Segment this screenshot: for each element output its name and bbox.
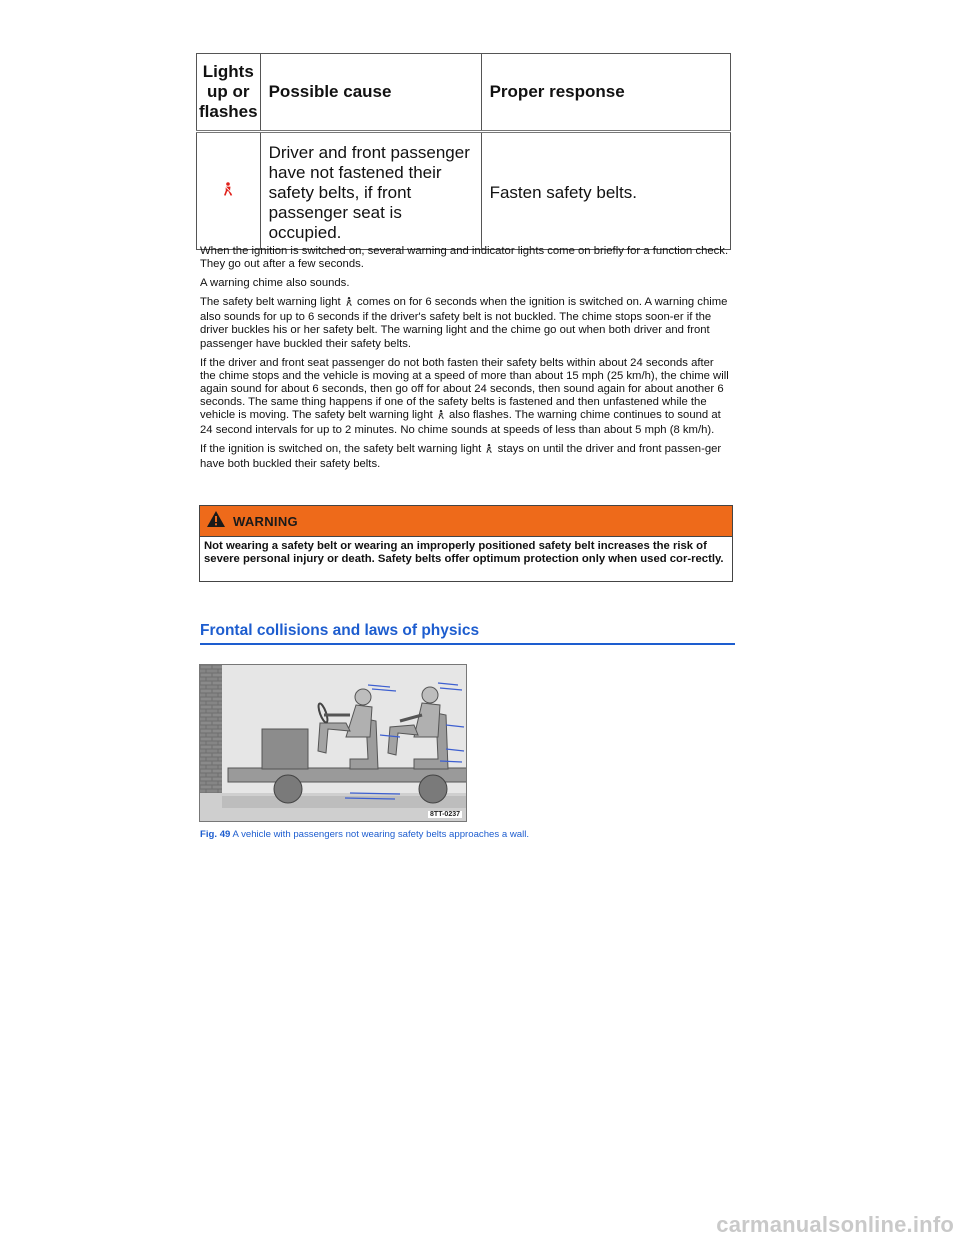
table-header-row [197, 54, 731, 132]
figure-caption-text: A vehicle with passengers not wearing safety belts approaches a wall. [232, 829, 530, 840]
header-lights: Lights up or flashes [197, 54, 261, 132]
paragraph-text: If the driver and front seat passenger do not both fasten their safety belts within about 24 seconds after the chime stops and the vehicle is moving at a speed of more than about 15 mph (25 km/h), the chime will again sound for about 6 seconds, then go off for about 24 seconds, then sound again for about another 6 seconds. The same thing happens if one of the safety belts is fastened and then unfastened while the vehicle is moving. The safety belt warning light [200, 356, 729, 422]
paragraph [200, 357, 732, 438]
warning-triangle-icon [206, 510, 226, 533]
section-heading: Frontal collisions and laws of physics [200, 622, 735, 645]
table-cell-icon [197, 132, 261, 250]
figure-illustration [199, 664, 467, 822]
paragraph-text: also flashes. The warning chime continues to sound at 24 second intervals for up to 2 minutes. No chime sounds at speeds of less than about 5 mph (8 km/h). [200, 409, 721, 437]
warning-box [199, 505, 733, 582]
paragraph-text: comes on for 6 seconds when the ignition is switched on. A warning chime also sounds for up to 6 seconds if the driver's safety belt is not buckled. The chime stops soon-er if the driver buckles his or her safety belt. The warning light and the chime go out when both driver and front passenger have buckled their safety belts. [200, 296, 728, 350]
table-cell-response: Fasten safety belts. [481, 132, 730, 250]
paragraph: When the ignition is switched on, several warning and indicator lights come on briefly for a function check. They go out after a few seconds. [200, 245, 729, 271]
watermark: carmanualsonline.info [716, 1212, 954, 1237]
warning-text: Not wearing a safety belt or wearing an improperly positioned safety belt increases the risk of severe personal injury or death. Safety belts offer optimum protection only when used cor-rectly. [204, 540, 724, 566]
body-text [200, 245, 732, 477]
paragraph [200, 296, 732, 350]
warning-header [200, 506, 732, 537]
vehicle-collision-illustration [200, 665, 466, 821]
warning-title: WARNING [233, 513, 298, 529]
paragraph: A warning chime also sounds. [200, 277, 350, 290]
header-response: Proper response [481, 54, 730, 132]
paragraph [200, 443, 732, 471]
paragraph-text: stays on until the driver and front passen-ger have both buckled their safety belts. [200, 443, 722, 471]
safety-belt-icon [437, 409, 445, 424]
table-cell-cause: Driver and front passenger have not fastened their safety belts, if front passenger seat is occupied. [260, 132, 481, 250]
paragraph-text: If the ignition is switched on, the safety belt warning light [200, 443, 482, 456]
safety-belt-icon [345, 296, 353, 311]
safety-belt-icon [485, 443, 493, 458]
figure-label: Fig. 49 [200, 829, 231, 840]
figure-code: 8TT-0237 [430, 811, 460, 818]
table-row [197, 132, 731, 250]
paragraph-text: The safety belt warning light [200, 296, 341, 309]
header-cause: Possible cause [260, 54, 481, 132]
indicator-table [196, 53, 731, 250]
safety-belt-warning-icon [222, 181, 234, 201]
figure-caption [200, 829, 529, 840]
